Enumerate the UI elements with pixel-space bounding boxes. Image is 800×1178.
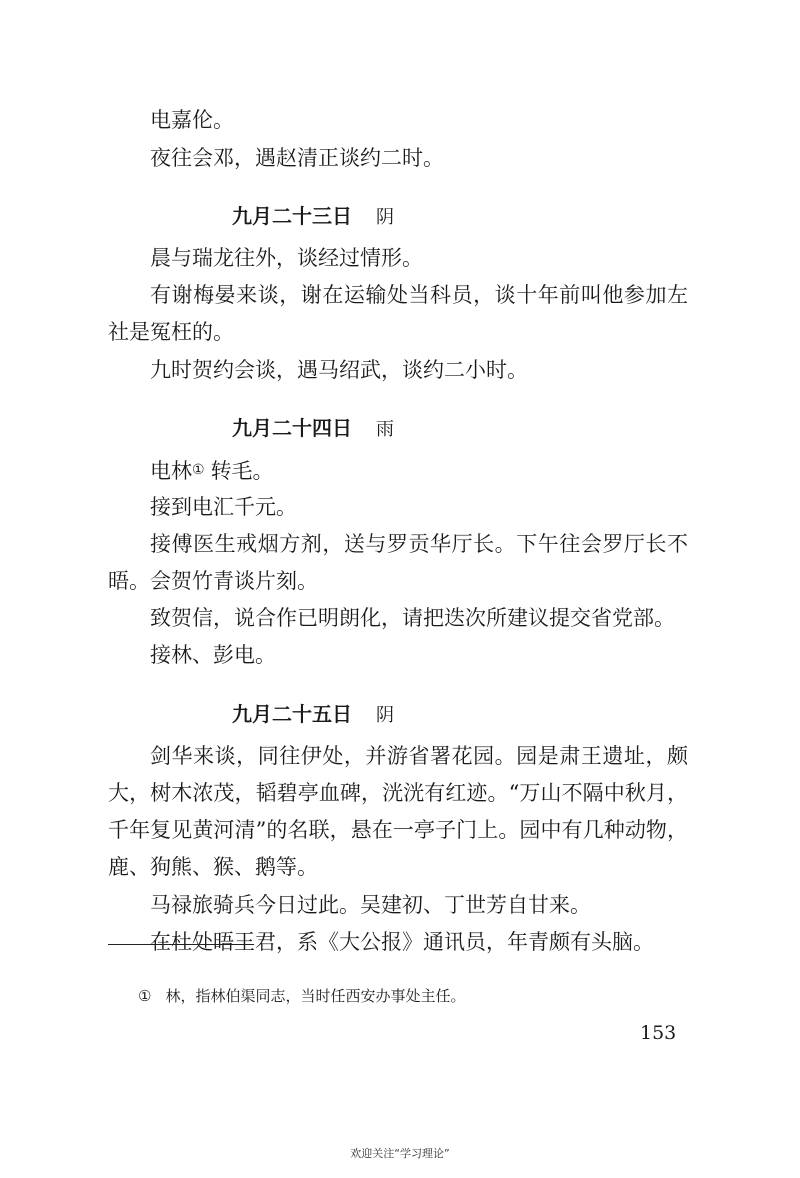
paragraph: 剑华来谈，同往伊处，并游省署花园。园是肃王遗址，颇大，树木浓茂，韬碧亭血碑，洸洸有红迹。“万山不隔中秋月，千年复见黄河清”的名联，悬在一亭子门上。园中有几种动物，鹿、狗熊、猴、鹅等。 — [108, 744, 688, 879]
paragraph: 致贺信，说合作已明朗化，请把迭次所建议提交省党部。 — [150, 606, 675, 630]
paragraph: 马禄旅骑兵今日过此。吴建初、丁世芳自甘来。 — [150, 893, 591, 917]
entry-weather: 阴 — [376, 207, 394, 228]
entry-date: 九月二十四日 — [232, 416, 352, 440]
footnote-text: 林，指林伯渠同志，当时任西安办事处主任。 — [165, 987, 466, 1005]
paragraph-text: 电林 — [150, 459, 192, 483]
entry-weather: 阴 — [376, 705, 394, 726]
entry-weather: 雨 — [376, 419, 394, 440]
footnote-mark: ① — [138, 987, 152, 1005]
paragraph: 在杜处晤王君，系《大公报》通讯员，年青颇有头脑。 — [150, 930, 654, 954]
page-number: 153 — [640, 1022, 677, 1044]
paragraph: 夜往会邓，遇赵清正谈约二时。 — [150, 146, 444, 170]
paragraph — [108, 452, 688, 490]
paragraph: 电嘉伦。 — [150, 108, 234, 132]
entry-date-heading — [232, 200, 394, 229]
paragraph-text: 转毛。 — [210, 459, 274, 483]
paragraph: 有谢梅晏来谈，谢在运输处当科员，谈十年前叫他参加左社是冤枉的。 — [108, 283, 688, 344]
paragraph: 接傅医生戒烟方剂，送与罗贡华厅长。下午往会罗厅长不晤。会贺竹青谈片刻。 — [108, 532, 688, 593]
paragraph: 接林、彭电。 — [150, 643, 276, 667]
entry-date: 九月二十三日 — [232, 204, 352, 228]
paragraph: 九时贺约会谈，遇马绍武，谈约二小时。 — [150, 358, 528, 382]
entry-date: 九月二十五日 — [232, 702, 352, 726]
paragraph: 晨与瑞龙往外，谈经过情形。 — [150, 246, 423, 270]
footnote-divider — [108, 944, 254, 945]
footnote-reference[interactable]: ① — [192, 462, 205, 478]
entry-date-heading — [232, 412, 394, 441]
footnote — [138, 985, 465, 1006]
entry-date-heading — [232, 698, 394, 727]
paragraph: 接到电汇千元。 — [150, 495, 297, 519]
watermark-text: 欢迎关注“学习理论” — [350, 1147, 450, 1160]
